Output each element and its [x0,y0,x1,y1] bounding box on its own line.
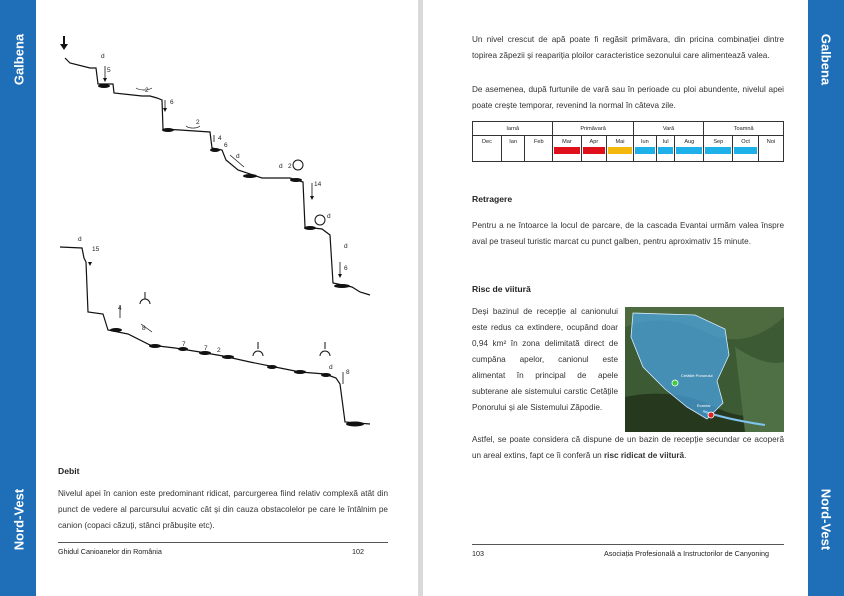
topo-label: 8 [346,369,350,376]
water-level-bar [705,147,731,154]
season-cell: Iarnă [473,122,553,136]
right-band-bottom-label: Nord-Vest [818,488,834,551]
topo-label: 2 [145,87,149,94]
topo-label: d [101,53,105,60]
risc-highlight: risc ridicat de viitură [604,451,685,460]
topo-pool [290,178,302,182]
topo-label: 2 [217,347,221,354]
page-number: 102 [352,547,364,556]
month-cell: Mar [553,136,581,162]
month-cell: Ian [501,136,524,162]
season-cell: Vară [633,122,704,136]
risc-heading: Risc de viitură [472,284,531,294]
topo-pool [222,355,234,359]
footer-title: Asociația Profesională a Instructorilor de Canyoning [604,549,770,558]
topo-label: d [279,163,283,170]
footer-rule [472,544,784,545]
topo-label: 2 [196,119,200,126]
water-level-bar [583,147,606,154]
month-cell: Noi [758,136,783,162]
topo-pool [98,84,110,88]
topo-label: d [236,153,240,160]
month-cell: Iun [633,136,656,162]
topo-label: d [78,236,82,243]
anchor-icon [140,299,150,304]
month-row [473,136,784,162]
topo-label: 4 [218,135,222,142]
canyon-topo-diagram [40,30,385,440]
intro-paragraph-1: Un nivel crescut de apă poate fi regăsit primăvara, din pricina combinației dintre topirea zăpezii și reapariția ploilor caracteristice sezonului care alimentează valea. [472,35,784,60]
start-arrow-icon [60,36,68,50]
season-cell: Toamnă [704,122,784,136]
left-band-top-label: Galbena [11,33,27,86]
topo-label: 6 [344,265,348,272]
left-band-bottom-label: Nord-Vest [11,488,27,551]
risc-paragraph: Deși bazinul de recepție al canionului este redus ca extindere, ocupând doar 0,94 km² în zona delimitată direct de cumpăna apelor, canionul este alimentat în principal de apele subterane ale sistemului carstic Cetățile Ponorului și ale Sistemului Zăpodie. [472,307,618,412]
right-page [423,0,844,596]
footer-rule [58,542,388,543]
retragere-paragraph: Pentru a ne întoarce la locul de parcare, de la cascada Evantai urmăm valea înspre aval pe traseul turistic marcat cu punct galben, pentru aproximativ 15 minute. [472,221,784,246]
topo-pool [334,284,350,288]
topo-pool [294,370,306,374]
topo-label: 8 [142,325,146,332]
retragere-heading: Retragere [472,194,513,204]
debit-heading: Debit [58,466,80,476]
water-level-bar [635,147,655,154]
risc-conclusion: Astfel, se poate considera că dispune de un bazin de recepție secundar ce acoperă un areal extins, fapt ce îi conferă un risc ridicat de viitură. [472,435,784,460]
topo-pool [243,174,257,178]
season-table [472,121,784,162]
topo-pool [267,365,277,369]
water-level-bar [734,147,757,154]
footer-title: Ghidul Canioanelor din România [58,547,162,556]
debit-paragraph: Nivelul apei în canion este predominant ridicat, parcurgerea fiind relativ complexă atât din punct de vedere al parcursului acvatic cât și din cauza obstacolelor pe care le întâlnim pe canion (copaci căzuți, stânci prăbușite etc). [58,489,388,530]
topo-label: 4 [118,305,122,312]
topo-label: 14 [314,181,322,188]
tree-anchor-icon [293,160,303,170]
anchor-icon [320,351,330,356]
topo-label: 5 [107,67,111,74]
month-cell: Oct [733,136,759,162]
topo-profile-lower [60,247,370,424]
anchor-icon [253,351,263,356]
topo-label: 7 [204,345,208,352]
month-cell: Apr [581,136,607,162]
topo-pool [162,128,174,132]
month-cell: Feb [525,136,553,162]
topo-pool [304,226,316,230]
map-label-upper: Cetățile Ponorului [681,373,713,378]
topo-label: 15 [92,246,100,253]
right-band-top-label: Galbena [818,33,834,86]
topo-label: 7 [182,341,186,348]
month-cell: Sep [704,136,733,162]
topo-pool [346,422,364,427]
season-cell: Primăvară [553,122,633,136]
water-level-bar [554,147,579,154]
left-page [0,0,418,596]
map-label-lower: Evantai [697,403,711,408]
topo-label: d [344,243,348,250]
topo-pool [210,148,220,152]
month-cell: Dec [473,136,502,162]
topo-profile-upper [65,58,370,295]
water-level-bar [658,147,673,154]
topo-pool [321,373,331,377]
topo-label: 6 [224,142,228,149]
topo-label: 2 [288,163,292,170]
topo-label: d [329,364,333,371]
water-level-bar [676,147,702,154]
catchment-satellite-map [625,307,784,432]
page-number: 103 [472,549,484,558]
month-cell: Aug [675,136,704,162]
topo-pool [110,328,122,332]
season-row [473,122,784,136]
topo-label: 6 [170,99,174,106]
intro-paragraph-2: De asemenea, după furtunile de vară sau în perioade cu ploi abundente, nivelul apei poate crește temporar, revenind la normal în câteva zile. [472,85,784,110]
month-cell: Mai [607,136,634,162]
topo-pool [149,344,161,348]
month-cell: Iul [657,136,675,162]
topo-label: d [327,213,331,220]
tree-anchor-icon [315,215,325,225]
water-level-bar [608,147,632,154]
